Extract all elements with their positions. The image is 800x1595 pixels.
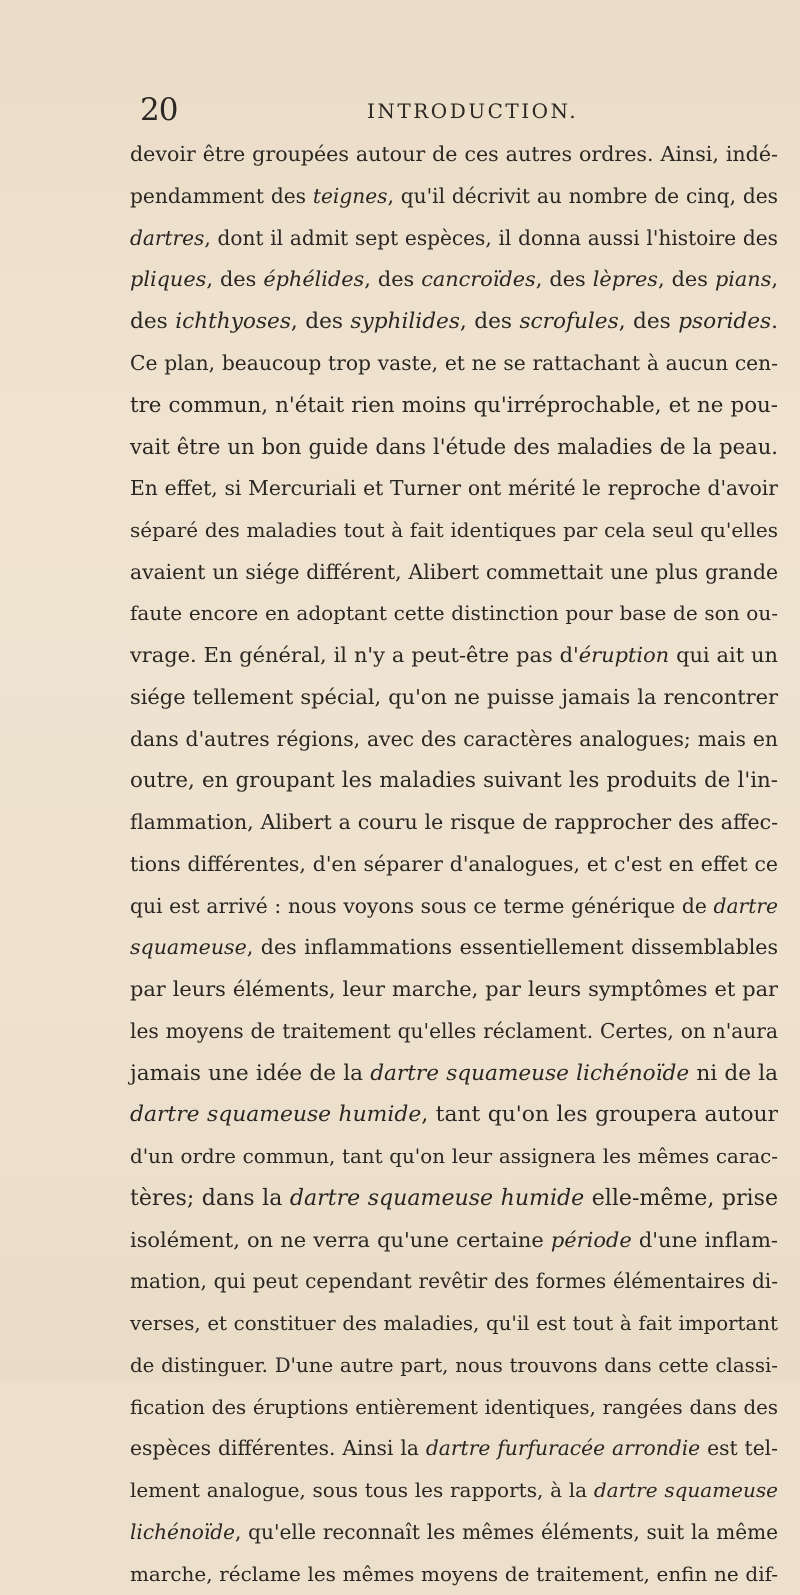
text-segment: tères; dans la <box>130 1186 290 1211</box>
italic-term: squameuse <box>130 935 247 959</box>
text-segment: avaient un siége différent, Alibert commettait une plus grande <box>130 560 778 584</box>
text-segment: tre commun, n'était rien moins qu'irréprochable, et ne pou- <box>130 393 778 418</box>
italic-term: syphilides <box>350 309 460 334</box>
text-line <box>130 1011 778 1053</box>
text-segment: , qu'elle reconnaît les mêmes éléments, suit la même <box>235 1520 778 1544</box>
text-segment: , qu'il décrivit au nombre de cinq, des <box>387 184 778 208</box>
text-segment: , tant qu'on les groupera autour <box>421 1102 778 1127</box>
text-segment: En effet, si Mercuriali et Turner ont mérité le reproche d'avoir <box>130 476 778 500</box>
text-segment: isolément, on ne verra qu'une certaine <box>130 1228 551 1252</box>
text-segment: , des inflammations essentiellement dissemblables <box>247 935 778 959</box>
body-text <box>130 134 778 1595</box>
text-segment: qui est arrivé : nous voyons sous ce terme générique de <box>130 894 714 918</box>
text-segment: lement analogue, sous tous les rapports, à la <box>130 1478 594 1502</box>
text-segment: , des <box>658 267 715 291</box>
text-segment: de distinguer. D'une autre part, nous trouvons dans cette classi- <box>130 1354 778 1377</box>
italic-term: dartre squameuse humide <box>130 1102 421 1127</box>
text-segment: outre, en groupant les maladies suivant les produits de l'in- <box>130 768 778 793</box>
text-line <box>130 385 778 427</box>
text-segment: , des <box>291 309 351 334</box>
text-segment: siége tellement spécial, qu'on ne puisse jamais la rencontrer <box>130 685 778 709</box>
text-segment: verses, et constituer des maladies, qu'il est tout à fait important <box>130 1312 778 1335</box>
text-line <box>130 1428 778 1470</box>
text-segment: flammation, Alibert a couru le risque de rapprocher des affec- <box>130 810 778 834</box>
text-segment: , des <box>206 267 263 291</box>
text-line <box>130 1094 778 1136</box>
text-line <box>130 1220 778 1262</box>
italic-term: lichénoïde <box>130 1520 235 1544</box>
text-line <box>130 510 778 552</box>
text-line <box>130 1470 778 1512</box>
text-line <box>130 1178 778 1220</box>
text-line <box>130 1053 778 1095</box>
text-segment: , dont il admit sept espèces, il donna aussi l'histoire des <box>204 226 778 250</box>
italic-term: éruption <box>579 643 669 667</box>
italic-term: pliques <box>130 267 206 291</box>
italic-term: lèpres <box>593 267 658 291</box>
text-segment: , des <box>460 309 520 334</box>
italic-term: ichthyoses <box>175 309 291 334</box>
text-segment: vrage. En général, il n'y a peut-être pas d' <box>130 643 579 667</box>
text-line <box>130 1554 778 1595</box>
text-segment: pendamment des <box>130 184 313 208</box>
text-line <box>130 259 778 301</box>
italic-term: dartre furfuracée arrondie <box>426 1436 700 1460</box>
text-line <box>130 218 778 260</box>
text-segment: faute encore en adoptant cette distinction pour base de son ou- <box>130 601 778 625</box>
text-line <box>130 1345 778 1387</box>
italic-term: dartre squameuse <box>594 1478 778 1502</box>
text-segment: qui ait un <box>669 643 778 667</box>
text-line <box>130 1387 778 1429</box>
text-segment: devoir être groupées autour de ces autres ordres. Ainsi, indé- <box>130 142 778 166</box>
text-line <box>130 677 778 719</box>
text-segment: des <box>130 309 175 334</box>
italic-term: dartre <box>714 894 778 918</box>
text-segment: d'une inflam- <box>632 1228 778 1252</box>
page-number: 20 <box>140 92 177 128</box>
italic-term: teignes <box>313 184 388 208</box>
text-line <box>130 301 778 343</box>
text-segment: Ce plan, beaucoup trop vaste, et ne se rattachant à aucun cen- <box>130 351 778 375</box>
text-segment: vait être un bon guide dans l'étude des maladies de la peau. <box>130 434 778 459</box>
text-segment: elle-même, prise <box>584 1186 778 1211</box>
italic-term: cancroïdes <box>421 267 536 291</box>
text-segment: , <box>771 267 778 291</box>
text-segment: espèces différentes. Ainsi la <box>130 1436 426 1460</box>
text-segment: par leurs éléments, leur marche, par leurs symptômes et par <box>130 977 778 1001</box>
text-line <box>130 886 778 928</box>
text-segment: . <box>771 309 778 334</box>
text-segment: tions différentes, d'en séparer d'analogues, et c'est en effet ce <box>130 852 778 876</box>
text-line <box>130 719 778 761</box>
text-line <box>130 844 778 886</box>
italic-term: pians <box>715 267 771 291</box>
text-line <box>130 426 778 468</box>
text-segment: , des <box>364 267 421 291</box>
text-line <box>130 1261 778 1303</box>
text-segment: mation, qui peut cependant revêtir des formes élémentaires di- <box>130 1269 778 1293</box>
text-line <box>130 1303 778 1345</box>
running-head: INTRODUCTION. <box>367 99 578 123</box>
text-line <box>130 134 778 176</box>
text-line <box>130 343 778 385</box>
text-segment: dans d'autres régions, avec des caractères analogues; mais en <box>130 727 778 751</box>
text-line <box>130 1512 778 1554</box>
text-segment: les moyens de traitement qu'elles réclament. Certes, on n'aura <box>130 1019 778 1043</box>
text-line <box>130 635 778 677</box>
text-line <box>130 176 778 218</box>
page-header <box>130 92 770 132</box>
italic-term: éphélides <box>263 267 364 291</box>
text-line <box>130 969 778 1011</box>
text-segment: marche, réclame les mêmes moyens de traitement, enfin ne dif- <box>130 1562 778 1586</box>
text-segment: est tel- <box>700 1436 778 1460</box>
text-line <box>130 593 778 635</box>
text-line <box>130 760 778 802</box>
text-segment: séparé des maladies tout à fait identiques par cela seul qu'elles <box>130 518 778 542</box>
text-line <box>130 1136 778 1178</box>
italic-term: dartre squameuse humide <box>290 1186 584 1211</box>
text-line <box>130 552 778 594</box>
italic-term: psorides <box>678 309 771 334</box>
text-segment: , des <box>619 309 679 334</box>
text-segment: jamais une idée de la <box>130 1061 370 1086</box>
italic-term: dartres <box>130 226 204 250</box>
italic-term: dartre squameuse lichénoïde <box>370 1061 689 1086</box>
text-segment: fication des éruptions entièrement identiques, rangées dans des <box>130 1396 778 1419</box>
italic-term: scrofules <box>519 309 618 334</box>
text-segment: ni de la <box>689 1061 778 1086</box>
italic-term: période <box>551 1228 632 1252</box>
text-segment: d'un ordre commun, tant qu'on leur assignera les mêmes carac- <box>130 1145 778 1168</box>
text-line <box>130 802 778 844</box>
text-line <box>130 927 778 969</box>
text-segment: , des <box>536 267 593 291</box>
text-line <box>130 468 778 510</box>
